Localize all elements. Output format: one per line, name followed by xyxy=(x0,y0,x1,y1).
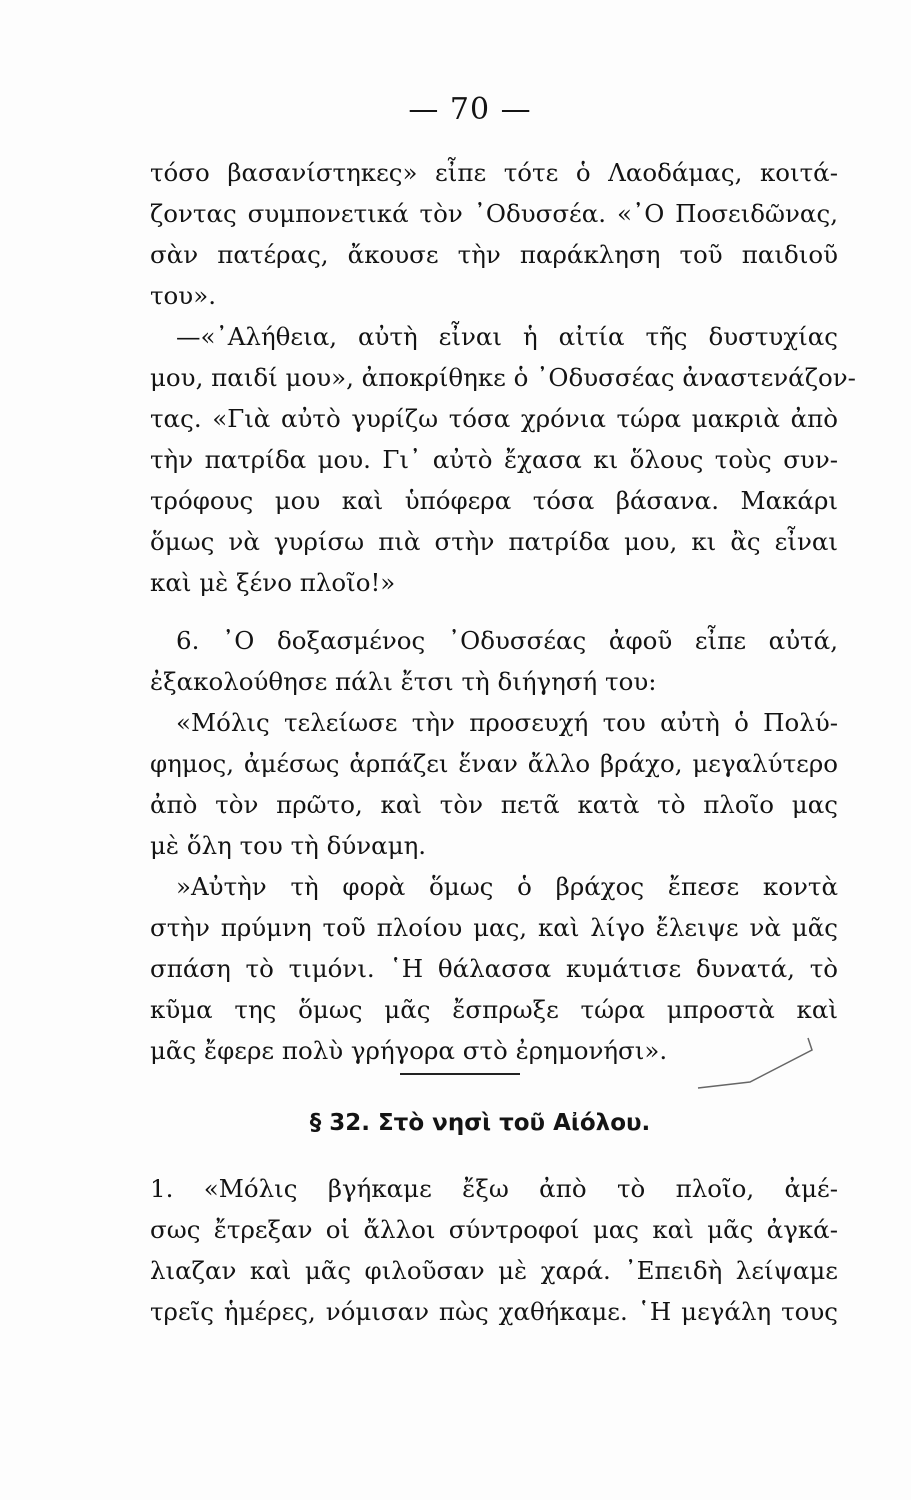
pencil-mark-icon xyxy=(690,1030,820,1100)
text-line: τρεῖς ἡμέρες, νόμισαν πὼς χαθήκαμε. ῾Η μεγάλη τους xyxy=(150,1297,838,1326)
page-number: — 70 — xyxy=(408,92,532,127)
text-line: τας. «Γιὰ αὐτὸ γυρίζω τόσα χρόνια τώρα μακριὰ ἀπὸ xyxy=(150,404,838,433)
paragraph-polyphemus xyxy=(150,620,838,1071)
text-line: σως ἔτρεξαν οἱ ἄλλοι σύντροφοί μας καὶ μᾶς ἀγκά- xyxy=(150,1215,838,1244)
text-line: λιαζαν καὶ μᾶς φιλοῦσαν μὲ χαρά. ᾿Επειδὴ λείψαμε xyxy=(150,1256,838,1285)
text-line: του». xyxy=(150,281,216,310)
text-line: «Μόλις τελείωσε τὴν προσευχή του αὐτὴ ὁ Πολύ- xyxy=(176,708,838,737)
section-heading: § 32. Στὸ νησὶ τοῦ Αἰόλου. xyxy=(309,1110,651,1136)
text-line: μᾶς ἔφερε πολὺ γρήγορα στὸ ἐρημονήσι». xyxy=(150,1036,668,1065)
text-line: ἀπὸ τὸν πρῶτο, καὶ τὸν πετᾶ κατὰ τὸ πλοῖο μας xyxy=(150,790,838,819)
text-line: καὶ μὲ ξένο πλοῖο!» xyxy=(150,568,396,597)
text-line: στὴν πρύμνη τοῦ πλοίου μας, καὶ λίγο ἔλειψε νὰ μᾶς xyxy=(150,913,838,942)
section-divider xyxy=(400,1073,520,1075)
text-line: τρόφους μου καὶ ὑπόφερα τόσα βάσανα. Μακάρι xyxy=(150,486,838,515)
text-line: μου, παιδί μου», ἀποκρίθηκε ὁ ᾿Οδυσσέας ἀναστενάζον- xyxy=(150,363,856,392)
text-line: ὅμως νὰ γυρίσω πιὰ στὴν πατρίδα μου, κι ἂς εἶναι xyxy=(150,527,838,556)
text-line: ζοντας συμπονετικά τὸν ᾿Οδυσσέα. «᾿Ο Ποσειδῶνας, xyxy=(150,199,838,228)
text-line: ἐξακολούθησε πάλι ἔτσι τὴ διήγησή του: xyxy=(150,667,657,696)
text-line: —«᾿Αλήθεια, αὐτὴ εἶναι ἡ αἰτία τῆς δυστυχίας xyxy=(176,322,838,351)
text-line: τόσο βασανίστηκες» εἶπε τότε ὁ Λαοδάμας, κοιτά- xyxy=(150,158,838,187)
text-line: σπάση τὸ τιμόνι. ῾Η θάλασσα κυμάτισε δυνατά, τὸ xyxy=(150,954,838,983)
paragraph-laodamas-dialogue xyxy=(150,152,856,603)
text-line: σὰν πατέρας, ἄκουσε τὴν παράκληση τοῦ παιδιοῦ xyxy=(150,240,838,269)
text-line: κῦμα της ὅμως μᾶς ἔσπρωξε τώρα μπροστὰ καὶ xyxy=(150,995,838,1024)
paragraph-aeolus-island xyxy=(150,1168,838,1332)
text-line: φημος, ἀμέσως ἁρπάζει ἕναν ἄλλο βράχο, μεγαλύτερο xyxy=(150,749,838,778)
text-line: »Αὐτὴν τὴ φορὰ ὅμως ὁ βράχος ἔπεσε κοντὰ xyxy=(176,872,838,901)
text-line: 1. «Μόλις βγήκαμε ἔξω ἀπὸ τὸ πλοῖο, ἀμέ- xyxy=(150,1174,838,1203)
text-line: 6. ᾿Ο δοξασμένος ᾿Οδυσσέας ἀφοῦ εἶπε αὐτά, xyxy=(176,626,838,655)
text-line: τὴν πατρίδα μου. Γι᾿ αὐτὸ ἔχασα κι ὅλους τοὺς συν- xyxy=(150,445,838,474)
text-line: μὲ ὅλη του τὴ δύναμη. xyxy=(150,831,427,860)
